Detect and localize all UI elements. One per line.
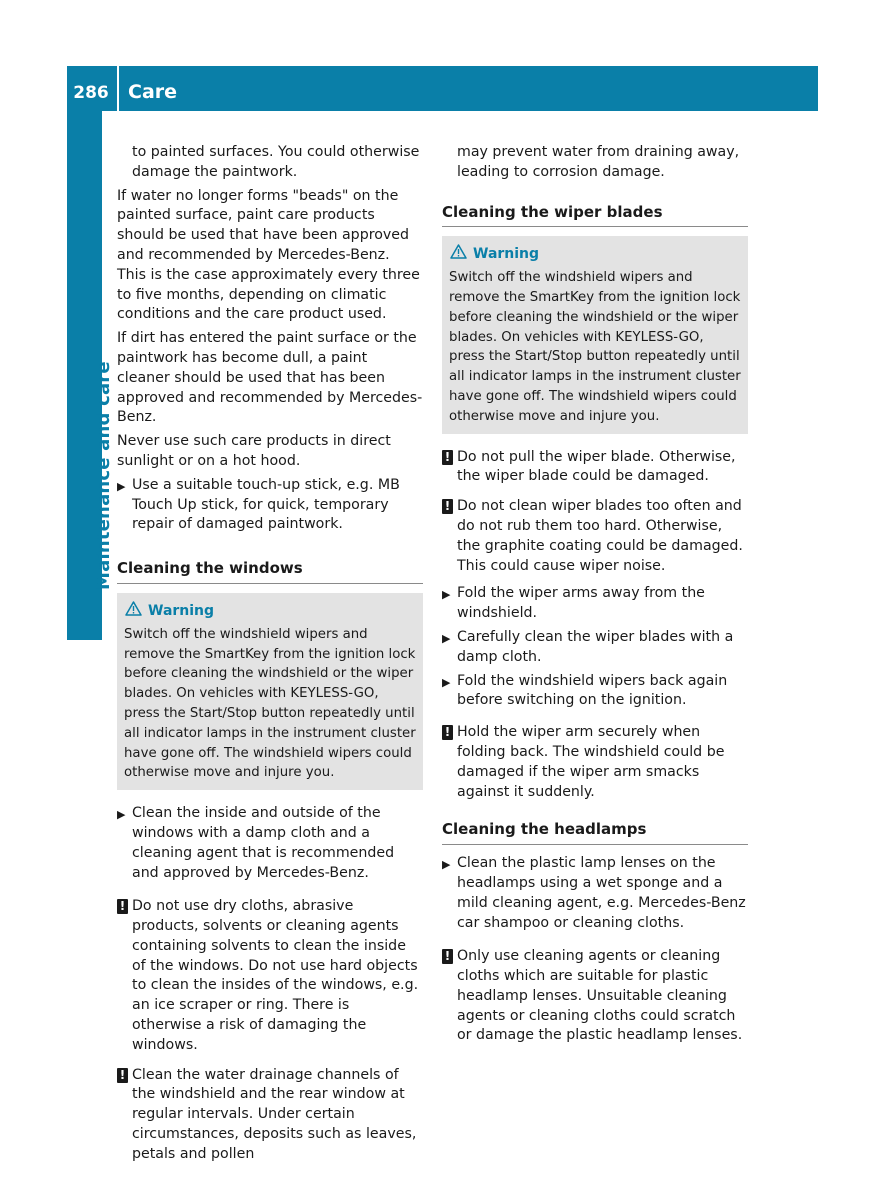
warning-box <box>117 593 423 790</box>
notice-exclamation-icon: ! <box>117 899 128 914</box>
list-item <box>442 584 748 624</box>
section-heading-windows: Cleaning the windows <box>117 559 423 584</box>
warning-label: Warning <box>148 602 215 619</box>
left-column <box>117 143 423 1169</box>
page-number: 286 <box>73 82 109 103</box>
notice-exclamation-icon: ! <box>442 949 453 964</box>
notice-exclamation-icon: ! <box>117 1068 128 1083</box>
notice <box>442 497 748 576</box>
list-item <box>442 672 748 712</box>
bullet-arrow-icon: ▶ <box>442 588 451 602</box>
list-item-text: Clean the inside and outside of the windows with a damp cloth and a cleaning agent that is recommended and approved by Mercedes-Benz. <box>132 805 395 881</box>
list-item <box>442 628 748 668</box>
notice-text: Only use cleaning agents or cleaning cloths which are suitable for plastic headlamp lenses. Unsuitable cleaning agents or cleaning cloths could scratch or damage the plastic headlamp lenses. <box>457 948 743 1044</box>
notice <box>442 723 748 802</box>
warning-header <box>124 601 416 623</box>
section-heading-wiper-blades: Cleaning the wiper blades <box>442 203 748 228</box>
warning-box <box>442 236 748 433</box>
list-item <box>442 854 748 933</box>
header-divider <box>117 66 119 111</box>
paragraph: If dirt has entered the paint surface or the paintwork has become dull, a paint cleaner should be used that has been approved and recommended by Mercedes-Benz. <box>117 330 423 426</box>
continued-text: to painted surfaces. You could otherwise damage the paintwork. <box>132 144 420 180</box>
page-title: Care <box>128 80 178 103</box>
notice-text: Hold the wiper arm securely when folding back. The windshield could be damaged if the wiper arm smacks against it suddenly. <box>457 724 725 800</box>
notice-exclamation-icon: ! <box>442 450 453 465</box>
warning-triangle-icon <box>125 601 142 623</box>
notice-exclamation-icon: ! <box>442 499 453 514</box>
warning-text: Switch off the windshield wipers and remove the SmartKey from the ignition lock before cleaning the windshield or the wiper blades. On vehicles with KEYLESS-GO, press the Start/Stop button repeatedly until all indicator lamps in the instrument cluster have gone off. The windshield wipers could otherwise move and injure you. <box>449 270 741 424</box>
list-item-text: Fold the windshield wipers back again before switching on the ignition. <box>457 672 728 709</box>
notice <box>117 1066 423 1165</box>
right-column <box>442 143 748 1050</box>
bullet-arrow-icon: ▶ <box>117 808 126 822</box>
notice <box>117 897 423 1055</box>
notice-text: Do not clean wiper blades too often and do not rub them too hard. Otherwise, the graphite coating could be damaged. This could cause wiper noise. <box>457 498 743 574</box>
list-item <box>117 804 423 883</box>
list-item-text: Fold the wiper arms away from the windshield. <box>457 585 705 622</box>
page-header <box>67 66 818 111</box>
warning-header <box>449 244 741 266</box>
paragraph: Never use such care products in direct sunlight or on a hot hood. <box>117 433 391 469</box>
bullet-arrow-icon: ▶ <box>117 479 126 493</box>
notice-text: Do not use dry cloths, abrasive products, solvents or cleaning agents containing solvents to clean the inside of the windows. Do not use hard objects to clean the insides of the windows, e.g. an ice scraper or ring. There is otherwise a risk of damaging the windows. <box>132 898 419 1053</box>
notice-text: Clean the water drainage channels of the windshield and the rear window at regular intervals. Under certain circumstances, deposits such as leaves, petals and pollen <box>132 1066 417 1162</box>
section-side-label: Maintenance and care <box>93 361 114 590</box>
warning-triangle-icon <box>450 244 467 266</box>
notice-text: Do not pull the wiper blade. Otherwise, the wiper blade could be damaged. <box>457 448 736 485</box>
warning-label: Warning <box>473 246 540 263</box>
section-heading-headlamps: Cleaning the headlamps <box>442 820 748 845</box>
continued-text: may prevent water from draining away, leading to corrosion damage. <box>457 144 740 180</box>
bullet-arrow-icon: ▶ <box>442 858 451 872</box>
bullet-arrow-icon: ▶ <box>442 675 451 689</box>
list-item-text: Use a suitable touch-up stick, e.g. MB Touch Up stick, for quick, temporary repair of damaged paintwork. <box>132 476 400 533</box>
notice <box>442 947 748 1046</box>
list-item-text: Carefully clean the wiper blades with a damp cloth. <box>457 628 734 665</box>
bullet-arrow-icon: ▶ <box>442 631 451 645</box>
warning-text: Switch off the windshield wipers and remove the SmartKey from the ignition lock before cleaning the windshield or the wiper blades. On vehicles with KEYLESS-GO, press the Start/Stop button repeatedly until all indicator lamps in the instrument cluster have gone off. The windshield wipers could otherwise move and injure you. <box>124 626 416 781</box>
paragraph: If water no longer forms "beads" on the painted surface, paint care products should be used that have been approved and recommended by Mercedes-Benz. This is the case approximately every three to five months, depending on climatic conditions and the care product used. <box>117 187 420 323</box>
list-item <box>117 476 423 535</box>
list-item-text: Clean the plastic lamp lenses on the headlamps using a wet sponge and a mild cleaning agent, e.g. Mercedes-Benz car shampoo or cleaning cloths. <box>457 855 746 931</box>
notice-exclamation-icon: ! <box>442 725 453 740</box>
notice <box>442 448 748 488</box>
